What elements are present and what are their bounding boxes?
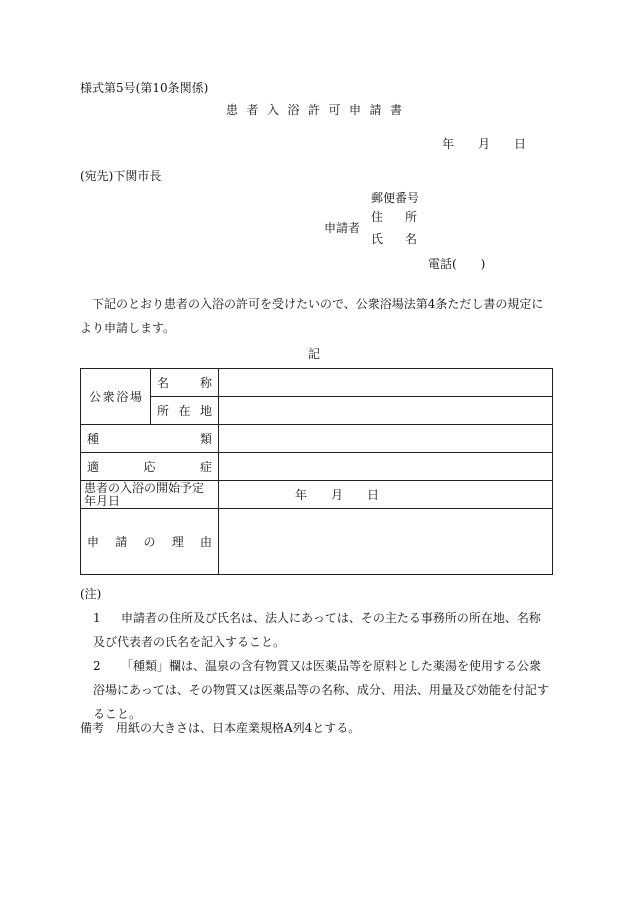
application-date bbox=[442, 138, 526, 150]
note-item-1: 1 申請者の住所及び氏名は、法人にあっては、その主たる事務所の所在地、名称及び代表者の氏名を記入すること。 bbox=[93, 611, 541, 649]
form-number: 様式第5号(第10条関係) bbox=[80, 81, 209, 95]
document-title: 患者入浴許可申請書 bbox=[226, 103, 411, 117]
date-month: 月 bbox=[478, 137, 491, 151]
date-day: 日 bbox=[514, 137, 527, 151]
phone-label: 電話( ) bbox=[428, 257, 486, 271]
start-date-label: 患者の入浴の開始予定年月日 bbox=[81, 481, 219, 509]
indication-field[interactable] bbox=[219, 453, 553, 481]
ki-heading: 記 bbox=[308, 347, 321, 361]
application-statement: 下記のとおり患者の入浴の許可を受けたいので、公衆浴場法第4条ただし書の規定により申請します。 bbox=[80, 297, 544, 335]
public-bath-label: 公 衆 浴 場 bbox=[81, 369, 151, 425]
application-table bbox=[80, 368, 553, 575]
indication-label: 適 応 症 bbox=[81, 453, 219, 481]
name-label: 氏 名 bbox=[371, 232, 417, 246]
address-label: 住 所 bbox=[371, 210, 417, 224]
type-label: 種 類 bbox=[81, 425, 219, 453]
bath-location-label: 所 在 地 bbox=[151, 397, 219, 425]
applicant-label: 申請者 bbox=[324, 221, 361, 235]
postal-code-label: 郵便番号 bbox=[371, 191, 420, 205]
reason-label: 申 請 の 理 由 bbox=[81, 509, 219, 575]
start-date-field[interactable]: 年 月 日 bbox=[219, 481, 553, 509]
note-item-2: 2 「種類」欄は、温泉の含有物質又は医薬品等を原料とした薬湯を使用する公衆浴場にあっては、その物質又は医薬品等の名称、成分、用法、用量及び効能を付記すること。 bbox=[93, 659, 549, 721]
addressee: (宛先)下関市長 bbox=[80, 169, 162, 183]
notes-heading: (注) bbox=[80, 587, 102, 601]
remark: 備考 用紙の大きさは、日本産業規格A列4とする。 bbox=[80, 721, 361, 735]
date-year: 年 bbox=[442, 137, 455, 151]
bath-name-label: 名 称 bbox=[151, 369, 219, 397]
bath-name-field[interactable] bbox=[219, 369, 553, 397]
bath-location-field[interactable] bbox=[219, 397, 553, 425]
reason-field[interactable] bbox=[219, 509, 553, 575]
type-field[interactable] bbox=[219, 425, 553, 453]
